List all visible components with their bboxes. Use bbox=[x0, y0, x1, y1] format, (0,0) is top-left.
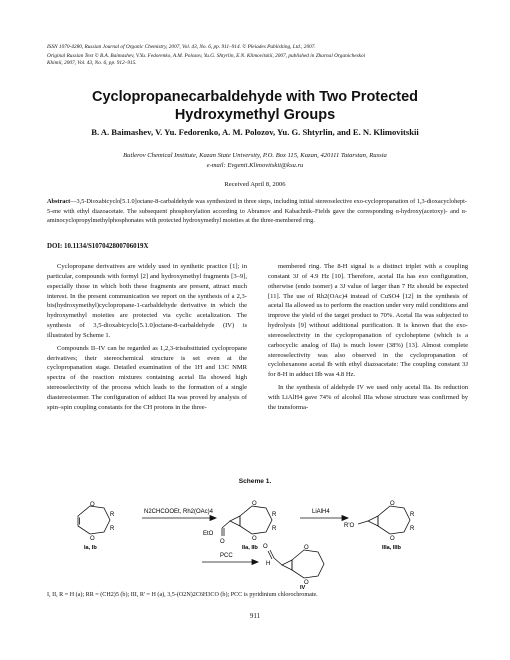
right-column bbox=[268, 262, 468, 413]
right-paragraph-1: membered ring. The 8-H signal is a distinct triplet with a coupling constant 3J of 4.9 Hz [10]. Therefore, acetal IIa has exo configuration, otherwise (endo isomer) a 3J value of larger than 7 Hz should be expected [11]. The use of Rh2(OAc)4 instead of CuSO4 [12] in the synthesis of acetal IIa allowed us to perform the reaction under very mild conditions and improve the yield of the target product to 70%. Acetal IIa was subjected to hydrolysis [9] without additional purification. It is known that the exo-stereoselectivity in the cyclopropanation of cycloheptene (which is a carbocyclic analog of IIa) is much lower (38%) [13]. Almost complete stereoselectivity was also observed in the cyclopropanation of cyclohexanone acetal Ib with ethyl diazoacetate: The coupling constant 3J for 8-H in adduct IIb was 4.8 Hz. bbox=[268, 263, 468, 379]
group-EtO-label: EtO bbox=[203, 531, 214, 537]
compound-I-structure bbox=[78, 506, 110, 534]
received-date: Received April 8, 2006 bbox=[224, 181, 286, 188]
atom-O-label: O bbox=[304, 545, 309, 551]
compound-II-label: IIa, IIb bbox=[242, 545, 258, 551]
atom-R-label: R bbox=[110, 512, 115, 518]
atom-O-label: O bbox=[263, 544, 268, 550]
compound-II-structure bbox=[222, 506, 272, 536]
affiliation-line-1: Butlerov Chemical Institute, Kazan State University, P.O. Box 115, Kazan, 420111 Tatarstan, Russia bbox=[123, 152, 387, 159]
arrow-1-head bbox=[210, 516, 216, 521]
scheme-title: Scheme 1. bbox=[238, 478, 272, 485]
abstract-label: Abstract bbox=[47, 198, 71, 205]
arrow-3-head bbox=[252, 560, 258, 565]
journal-header-line-2: Original Russian Text © B.A. Baimashev, V.Yu. Fedorenko, A.M. Polozov, Yu.G. Shtyrlin, E.N. Klimovitskii, 2007, published in Zhurnal Organicheskoi bbox=[47, 53, 366, 59]
group-RO-label: R'O bbox=[344, 523, 355, 529]
article-title bbox=[30, 88, 480, 124]
atom-O-label: O bbox=[90, 536, 95, 542]
doi: DOI: 10.1134/S107042800706019X bbox=[47, 243, 149, 250]
left-paragraph-2: Compounds II–IV can be regarded as 1,2,3-trisubstituted cyclopropane derivatives; their stereochemical structure is set even at the cyclopropanation stage. Detailed examination of the 1H and 13C NMR spectra of the reaction mixtures containing acetal IIa showed high stereoselectivity of the process which leads to the formation of a single diastereoisomer. The configuration of adduct IIa was proved by analysis of spin–spin coupling constants for the CH protons in the three- bbox=[47, 344, 247, 411]
atom-R-label: R bbox=[110, 526, 115, 532]
atom-R-label: R bbox=[272, 526, 277, 532]
atom-O-label: O bbox=[390, 536, 395, 542]
abstract bbox=[47, 197, 467, 226]
atom-R-label: R bbox=[410, 526, 415, 532]
arrow-2-head bbox=[342, 516, 348, 521]
compound-I-label: Ia, Ib bbox=[84, 545, 97, 551]
email-line: e-mail: Evgenii.Klimovitskii@ksu.ru bbox=[206, 161, 304, 169]
reaction-scheme bbox=[60, 486, 450, 590]
right-paragraph-2: In the synthesis of aldehyde IV we used only acetal IIa. Its reduction with LiAlH4 gave 74% of alcohol IIIa whose structure was confirmed by the transforma- bbox=[268, 384, 468, 411]
reagent-1: N2CHCOOEt, Rh2(OAc)4 bbox=[144, 509, 214, 515]
atom-O-label: O bbox=[304, 580, 309, 586]
title-line-1: Cyclopropanecarbaldehyde with Two Protected bbox=[91, 89, 419, 105]
atom-O-label: O bbox=[252, 501, 257, 507]
compound-III-structure bbox=[358, 506, 410, 534]
reagent-3: PCC bbox=[220, 553, 233, 559]
left-paragraph-1: Cyclopropane derivatives are widely used in synthetic practice [1]; in particular, compounds with formyl [2] and hydroxymethyl fragments [3–9], especially those in which both these fragments are present, attract much interest. In the present communication we report on the synthesis of a 2,3-bis(hydroxymethyl)cyclopropane-1-carbaldehyde derivative in which the hydroxymethyl moieties are protected via cyclic acetalization. The synthesis of 3,5-dioxabicyclo[5.1.0]octane-8-carbaldehyde (IV) is illustrated by Scheme 1. bbox=[47, 263, 247, 339]
compound-IV-label: IV bbox=[300, 585, 306, 590]
atom-R-label: R bbox=[272, 512, 277, 518]
affiliation bbox=[30, 151, 480, 170]
atom-O-label: O bbox=[390, 501, 395, 507]
journal-header-line-1: ISSN 1070-4280, Russian Journal of Organic Chemistry, 2007, Vol. 43, No. 6, pp. 911–914. © Pleiades Publishing, Ltd., 2007. bbox=[47, 44, 316, 50]
page-number: 911 bbox=[249, 612, 261, 620]
atom-R-label: R bbox=[410, 512, 415, 518]
journal-header-line-3: Khimii, 2007, Vol. 43, No. 6, pp. 912–915. bbox=[47, 60, 137, 66]
title-line-2: Hydroxymethyl Groups bbox=[174, 107, 336, 123]
atom-O-label: O bbox=[252, 536, 257, 542]
group-H-label: H bbox=[266, 561, 271, 567]
abstract-text: —3,5-Dioxabicyclo[5.1.0]octane-8-carbaldehyde was synthesized in three steps, including initial stereoselective exo-cyclopropanation of 1,3-dioxacyclohept-5-ene with ethyl diazoacetate. The subsequent phosphorylation according to Abramov and Kabachnik–Fields gave the corresponding α-hydroxy(acetoxy)- and α-aminocyclopropylmethylphosphonates with protected hydroxymethyl moieties at the three-membered ring. bbox=[47, 198, 467, 225]
reagent-2: LiAlH4 bbox=[312, 509, 330, 515]
compound-III-label: IIIa, IIIb bbox=[382, 545, 401, 551]
atom-O-label: O bbox=[220, 539, 225, 545]
compound-IV-structure bbox=[268, 550, 324, 578]
scheme-caption: I, II, R = H (a); RR = (CH2)5 (b); III, R' = H (a), 3,5-(O2N)2C6H3CO (b); PCC is pyridinium chlorochromate. bbox=[47, 592, 318, 598]
left-column bbox=[47, 262, 247, 413]
atom-O-label: O bbox=[90, 502, 95, 508]
authors: B. A. Baimashev, V. Yu. Fedorenko, A. M. Polozov, Yu. G. Shtyrlin, and E. N. Klimovitskii bbox=[91, 127, 419, 137]
